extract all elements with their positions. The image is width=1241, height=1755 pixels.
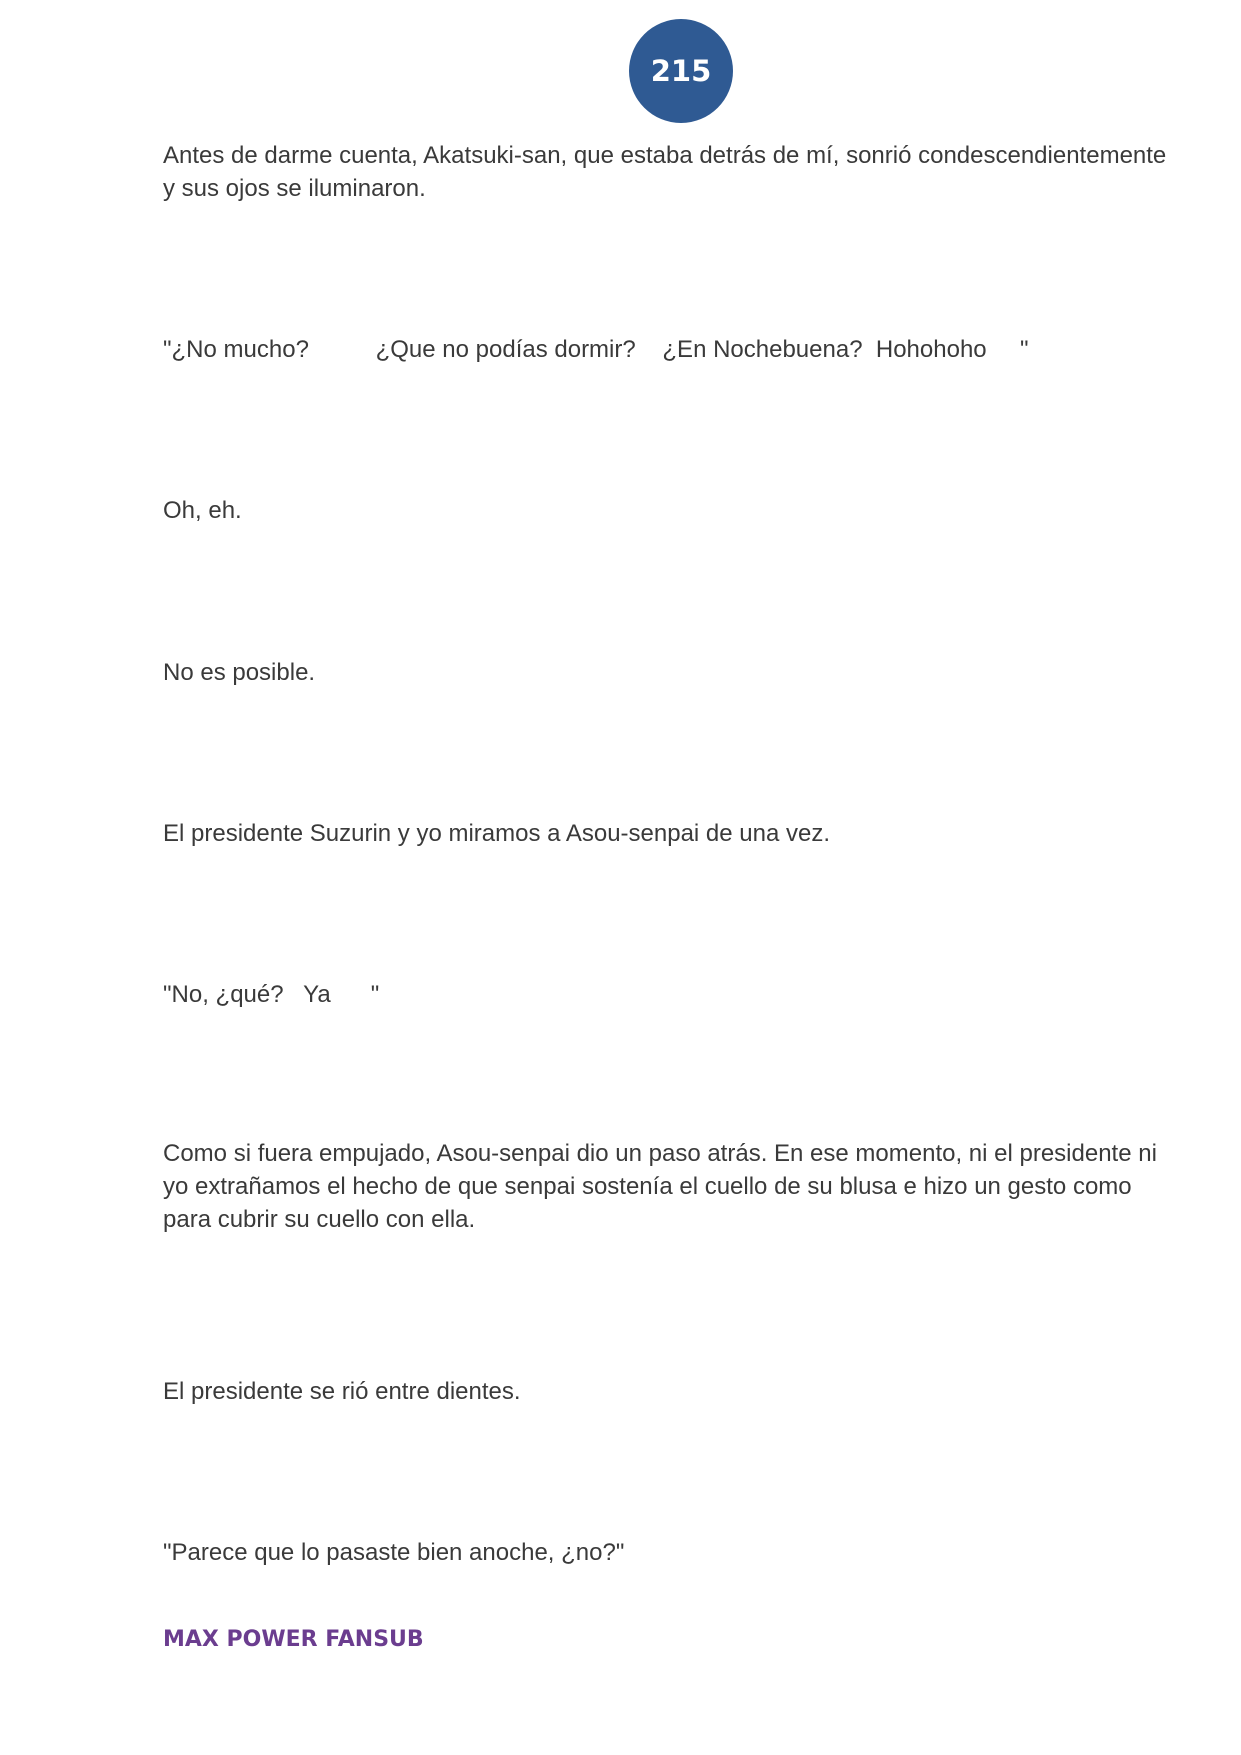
paragraph-4: No es posible. xyxy=(163,659,316,686)
footer-credit: MAX POWER FANSUB xyxy=(163,1627,424,1652)
paragraph-8: El presidente se rió entre dientes. xyxy=(163,1378,521,1405)
paragraph-7: Como si fuera empujado, Asou-senpai dio un paso atrás. En ese momento, ni el presidente ni yo extrañamos el hecho de que senpai sostenía el cuello de su blusa e hizo un gesto como para cubrir su cuello con ella. xyxy=(163,1140,1157,1233)
paragraph-9: "Parece que lo pasaste bien anoche, ¿no?" xyxy=(163,1539,625,1566)
paragraph-1: Antes de darme cuenta, Akatsuki-san, que estaba detrás de mí, sonrió condescendientemente y sus ojos se iluminaron. xyxy=(163,142,1167,202)
paragraph-5: El presidente Suzurin y yo miramos a Asou-senpai de una vez. xyxy=(163,820,831,847)
paragraph-6: "No, ¿qué? Ya " xyxy=(163,981,380,1008)
paragraph-2: "¿No mucho? ¿Que no podías dormir? ¿En Nochebuena? Hohohoho " xyxy=(163,336,1029,363)
paragraph-3: Oh, eh. xyxy=(163,497,242,524)
page-number-badge xyxy=(629,19,733,123)
page-number: 215 xyxy=(650,54,712,88)
